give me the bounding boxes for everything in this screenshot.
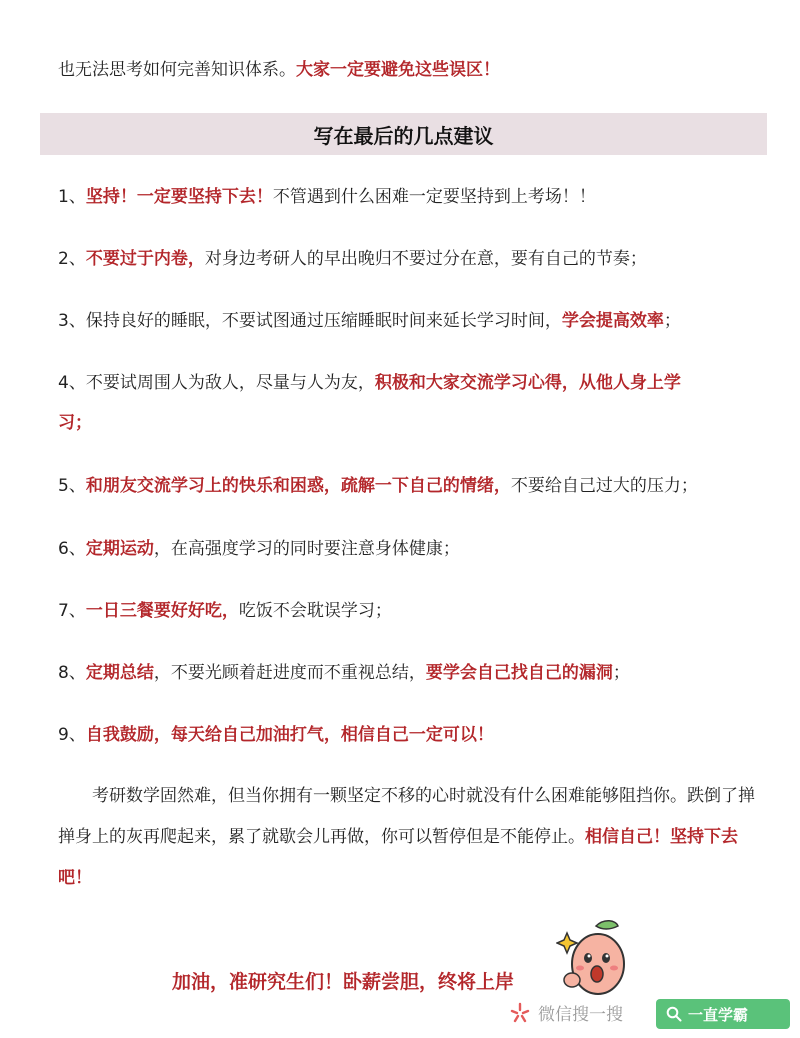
item-text: 保持良好的睡眠，不要试图通过压缩睡眠时间来延长学习时间， <box>85 311 562 331</box>
closing-slogan: 加油，准研究生们！卧薪尝胆，终将上岸 <box>172 971 515 993</box>
item-text-end: ； <box>612 663 630 683</box>
intro-plain-text: 也无法思考如何完善知识体系。 <box>58 60 296 80</box>
item-number: 5、 <box>58 476 86 496</box>
item-highlight-2: 要学会自己找自己的漏洞 <box>425 663 613 683</box>
item-number: 2、 <box>58 249 86 269</box>
item-text-end: ； <box>663 311 681 331</box>
search-label: 一直学霸 <box>688 1005 749 1024</box>
item-highlight: 定期总结 <box>85 663 154 683</box>
item-number: 6、 <box>58 539 86 559</box>
item-number: 3、 <box>58 311 86 331</box>
watermark-text: 微信搜一搜 <box>538 1005 623 1025</box>
list-item <box>58 536 760 562</box>
item-highlight: 一日三餐要好好吃， <box>85 601 239 621</box>
closing-paragraph <box>58 776 758 899</box>
item-text: 不要给自己过大的压力； <box>510 476 698 496</box>
peach-mascot-icon <box>556 918 634 1000</box>
intro-red-text: 大家一定要避免这些误区！ <box>296 60 500 80</box>
section-heading-bar <box>40 113 767 155</box>
item-number: 1、 <box>58 187 86 207</box>
item-highlight: 不要过于内卷， <box>85 249 205 269</box>
list-item <box>58 722 760 748</box>
item-highlight: 坚持！一定要坚持下去！ <box>85 187 273 207</box>
item-text: 不要试周围人为敌人，尽量与人为友， <box>85 373 375 393</box>
list-item-continuation <box>58 410 760 436</box>
list-item <box>58 598 760 624</box>
list-item <box>58 184 760 210</box>
item-highlight: 自我鼓励，每天给自己加油打气，相信自己一定可以！ <box>85 725 494 745</box>
list-item <box>58 246 760 272</box>
paragraph-text: 考研数学固然难，但当你拥有一颗坚定不移的心时就没有什么困难能够阻挡你。跌倒了掸掸身上的灰再爬起来，累了就歇会儿再做，你可以暂停但是不能停止。 <box>58 786 755 847</box>
item-highlight: 和朋友交流学习上的快乐和困惑，疏解一下自己的情绪， <box>85 476 511 496</box>
item-text: 吃饭不会耽误学习； <box>238 601 392 621</box>
item-number: 7、 <box>58 601 86 621</box>
item-highlight-continued: 习； <box>58 413 92 433</box>
item-text: 不管遇到什么困难一定要坚持到上考场！！ <box>272 187 596 207</box>
paragraph-highlight: 相信自己！坚持下去吧！ <box>58 827 738 888</box>
wechat-search-logo-icon <box>508 1001 532 1025</box>
item-number: 4、 <box>58 373 86 393</box>
item-text: ，不要光顾着赶进度而不重视总结， <box>153 663 426 683</box>
list-item <box>58 660 760 686</box>
item-highlight: 学会提高效率 <box>561 311 664 331</box>
item-highlight: 定期运动 <box>85 539 154 559</box>
intro-line <box>58 57 760 83</box>
section-heading: 写在最后的几点建议 <box>313 123 494 148</box>
item-number: 8、 <box>58 663 86 683</box>
item-text: ，在高强度学习的同时要注意身体健康； <box>153 539 460 559</box>
item-text: 对身边考研人的早出晚归不要过分在意，要有自己的节奏； <box>204 249 647 269</box>
item-number: 9、 <box>58 725 86 745</box>
list-item <box>58 370 760 396</box>
list-item <box>58 473 760 499</box>
item-highlight: 积极和大家交流学习心得，从他人身上学 <box>374 373 681 393</box>
wechat-search-watermark <box>508 1000 623 1025</box>
list-item <box>58 308 760 334</box>
search-icon <box>666 1006 682 1022</box>
search-button[interactable] <box>656 999 790 1029</box>
